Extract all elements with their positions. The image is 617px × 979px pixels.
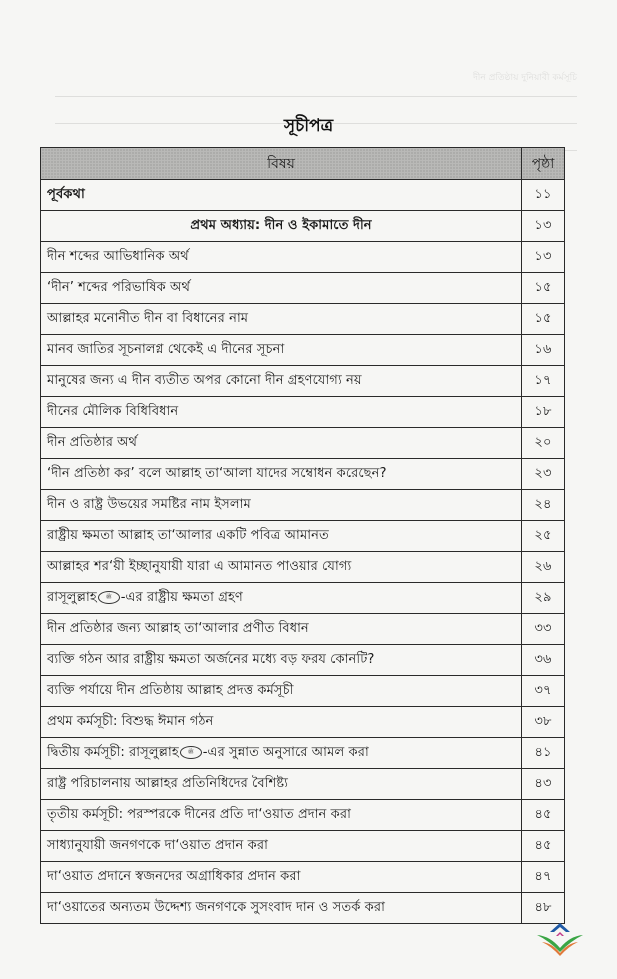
toc-entry-text: রাষ্ট্র পরিচালনায় আল্লাহর প্রতিনিধিদের বৈশিষ্ট্য [47,776,289,791]
toc-entry-page-number: ১৫ [522,304,565,335]
toc-entry-title [41,862,522,893]
table-row[interactable] [41,490,565,521]
toc-entry-page-number: ৩৮ [522,707,565,738]
table-row[interactable] [41,707,565,738]
table-row[interactable] [41,304,565,335]
toc-entry-title [41,614,522,645]
toc-entry-page-number: ৪৫ [522,800,565,831]
table-row[interactable] [41,459,565,490]
toc-entry-text: ব্যক্তি পর্যায়ে দীন প্রতিষ্ঠায় আল্লাহ প্রদত্ত কর্মসূচী [47,683,294,698]
toc-entry-text: দীনের মৌলিক বিধিবিধান [47,404,179,419]
table-row[interactable] [41,397,565,428]
toc-entry-title [41,769,522,800]
toc-entry-text: রাষ্ট্রীয় ক্ষমতা আল্লাহ তা‘আলার একটি পবিত্র আমানত [47,528,329,543]
bleed-through-header: দীন প্রতিষ্ঠায় দুনিয়াবী কর্মসূচি [473,73,577,83]
table-row[interactable] [41,521,565,552]
open-book-logo-icon [534,918,586,958]
table-row[interactable] [41,428,565,459]
toc-entry-page-number: ২৯ [522,583,565,614]
table-row[interactable] [41,769,565,800]
toc-entry-title [41,831,522,862]
toc-entry-page-number: ৪৩ [522,769,565,800]
toc-entry-page-number: ৪৮ [522,893,565,924]
table-row[interactable] [41,893,565,924]
toc-entry-page-number: ১৩ [522,242,565,273]
toc-entry-text: আল্লাহর শর‘য়ী ইচ্ছানুযায়ী যারা এ আমানত পাওয়ার যোগ্য [47,559,352,574]
toc-entry-page-number: ২৫ [522,521,565,552]
toc-entry-text: প্রথম কর্মসূচী: বিশুদ্ধ ঈমান গঠন [47,714,214,729]
toc-entry-text: ‘দীন’ শব্দের পরিভাষিক অর্থ [47,280,191,295]
salallahu-alaihi-wasallam-ligature-icon: ﷺ [180,746,202,759]
salallahu-alaihi-wasallam-ligature-icon: ﷺ [98,591,120,604]
toc-entry-text: দা‘ওয়াত প্রদানে স্বজনদের অগ্রাধিকার প্রদান করা [47,869,301,884]
toc-entry-suffix: -এর সুন্নাত অনুসারে আমল করা [202,745,369,760]
toc-entry-page-number: ১৭ [522,366,565,397]
toc-entry-page-number: ৪৫ [522,831,565,862]
toc-entry-page-number: ২৪ [522,490,565,521]
table-row[interactable] [41,366,565,397]
toc-entry-text: ব্যক্তি গঠন আর রাষ্ট্রীয় ক্ষমতা অর্জনের মধ্যে বড় ফরয কোনটি? [47,652,375,667]
toc-entry-text: পূর্বকথা [47,187,85,202]
toc-entry-text: মানব জাতির সূচনালগ্ন থেকেই এ দীনের সূচনা [47,342,285,357]
table-row[interactable] [41,180,565,211]
toc-entry-text: তৃতীয় কর্মসূচী: পরস্পরকে দীনের প্রতি দা‘ওয়াত প্রদান করা [47,807,351,822]
table-row[interactable] [41,738,565,769]
toc-entry-title [41,428,522,459]
toc-entry-page-number: ৩৬ [522,645,565,676]
toc-entry-title [41,242,522,273]
toc-entry-title [41,459,522,490]
toc-entry-page-number: ৪১ [522,738,565,769]
toc-entry-title [41,180,522,211]
table-row[interactable] [41,831,565,862]
toc-entry-title [41,583,522,614]
toc-entry-text: দীন শব্দের আভিধানিক অর্থ [47,249,189,264]
toc-entry-title [41,552,522,583]
toc-entry-title [41,645,522,676]
toc-entry-page-number: ১৮ [522,397,565,428]
subject-column-header: বিষয় [41,148,522,180]
table-row[interactable] [41,645,565,676]
toc-entry-title [41,366,522,397]
toc-entry-title [41,273,522,304]
toc-entry-title [41,893,522,924]
table-row[interactable] [41,552,565,583]
table-row[interactable] [41,614,565,645]
table-row[interactable] [41,211,565,242]
table-row[interactable] [41,335,565,366]
toc-entry-page-number: ১৬ [522,335,565,366]
table-row[interactable] [41,862,565,893]
toc-entry-page-number: ২৬ [522,552,565,583]
toc-entry-title [41,211,522,242]
toc-entry-text: দীন ও রাষ্ট্র উভয়ের সমষ্টির নাম ইসলাম [47,497,251,512]
toc-entry-text: দীন প্রতিষ্ঠার অর্থ [47,435,138,450]
toc-entry-title [41,738,522,769]
page-title: সূচীপত্র [283,116,334,136]
toc-entry-text: দীন প্রতিষ্ঠার জন্য আল্লাহ তা‘আলার প্রণীত বিধান [47,621,309,636]
toc-entry-text: সাধ্যানুযায়ী জনগণকে দা‘ওয়াত প্রদান করা [47,838,268,853]
table-header-row [41,148,565,180]
table-row[interactable] [41,583,565,614]
toc-entry-page-number: ১৫ [522,273,565,304]
toc-entry-title [41,676,522,707]
toc-entry-text: দ্বিতীয় কর্মসূচী: রাসূলুল্লাহ [47,745,179,760]
toc-entry-page-number: ৪৭ [522,862,565,893]
toc-entry-title [41,490,522,521]
toc-entry-text: দা‘ওয়াতের অন্যতম উদ্দেশ্য জনগণকে সুসংবাদ দান ও সতর্ক করা [47,900,385,915]
table-row[interactable] [41,242,565,273]
table-row[interactable] [41,273,565,304]
toc-entry-title [41,707,522,738]
toc-entry-text: রাসূলুল্লাহ [47,590,97,605]
toc-entry-page-number: ১৩ [522,211,565,242]
toc-entry-page-number: ২০ [522,428,565,459]
toc-entry-page-number: ৩৭ [522,676,565,707]
table-of-contents [40,147,565,924]
toc-entry-title [41,397,522,428]
toc-entry-page-number: ২৩ [522,459,565,490]
toc-entry-page-number: ৩৩ [522,614,565,645]
toc-entry-text: ‘দীন প্রতিষ্ঠা কর’ বলে আল্লাহ তা‘আলা যাদের সম্বোধন করেছেন? [47,466,387,481]
toc-entry-suffix: -এর রাষ্ট্রীয় ক্ষমতা গ্রহণ [120,590,243,605]
toc-entry-title [41,335,522,366]
toc-entry-title [41,304,522,335]
toc-entry-text: প্রথম অধ্যায়: দীন ও ইকামাতে দীন [190,218,372,233]
toc-entry-title [41,521,522,552]
page-column-header: পৃষ্ঠা [522,148,565,180]
toc-entry-page-number: ১১ [522,180,565,211]
toc-entry-text: আল্লাহর মনোনীত দীন বা বিধানের নাম [47,311,249,326]
table-row[interactable] [41,676,565,707]
toc-entry-title [41,800,522,831]
table-row[interactable] [41,800,565,831]
toc-entry-text: মানুষের জন্য এ দীন ব্যতীত অপর কোনো দীন গ্রহণযোগ্য নয় [47,373,362,388]
